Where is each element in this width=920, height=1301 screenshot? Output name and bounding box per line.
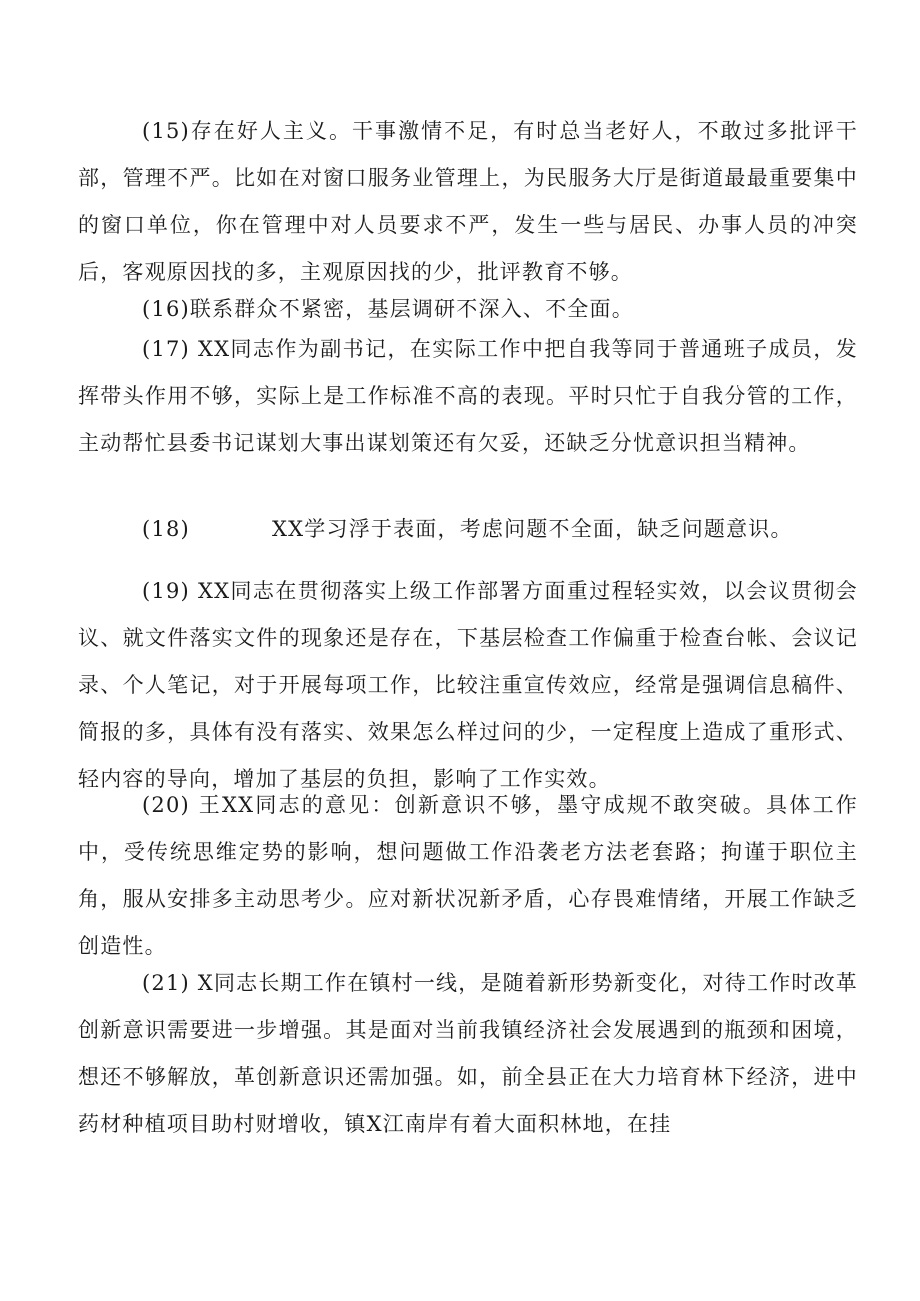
paragraph-19: (19) XX同志在贯彻落实上级工作部署方面重过程轻实效，以会议贯彻会议、就文件落实文件的现象还是存在，下基层检查工作偏重于检查台帐、会议记录、个人笔记，对于开展每项工作，比较注重宣传效应，经常是强调信息稿件、简报的多，具体有没有落实、效果怎么样过问的少，一定程度上造成了重形式、轻内容的导向，增加了基层的负担，影响了工作实效。 <box>78 579 858 791</box>
paragraph-16: (16)联系群众不紧密，基层调研不深入、不全面。 <box>142 297 634 321</box>
paragraph-18-text: XX学习浮于表面，考虑问题不全面，缺乏问题意识。 <box>272 517 793 541</box>
paragraph-15: (15)存在好人主义。干事激情不足，有时总当老好人，不敢过多批评干部，管理不严。比如在对窗口服务业管理上，为民服务大厅是街道最最重要集中的窗口单位，你在管理中对人员要求不严，发生一些与居民、办事人员的冲突后，客观原因找的多，主观原因找的少，批评教育不够。 <box>78 119 858 284</box>
paragraph-21: (21) X同志长期工作在镇村一线，是随着新形势新变化，对待工作时改革创新意识需要进一步增强。其是面对当前我镇经济社会发展遇到的瓶颈和困境，想还不够解放，革创新意识还需加强。如，前全县正在大力培育林下经济，进中药材种植项目助村财增收，镇X江南岸有着大面积林地，在挂 <box>78 971 858 1136</box>
paragraph-20: (20) 王XX同志的意见：创新意识不够，墨守成规不敢突破。具体工作中，受传统思维定势的影响，想问题做工作沿袭老方法老套路；拘谨于职位主角，服从安排多主动思考少。应对新状况新矛盾，心存畏难情绪，开展工作缺乏创造性。 <box>78 793 858 958</box>
paragraph-18-number: (18) <box>142 517 190 541</box>
paragraph-17: (17) XX同志作为副书记，在实际工作中把自我等同于普通班子成员，发挥带头作用不够，实际上是工作标准不高的表现。平时只忙于自我分管的工作，主动帮忙县委书记谋划大事出谋划策还有欠妥，还缺乏分忧意识担当精神。 <box>78 337 858 455</box>
